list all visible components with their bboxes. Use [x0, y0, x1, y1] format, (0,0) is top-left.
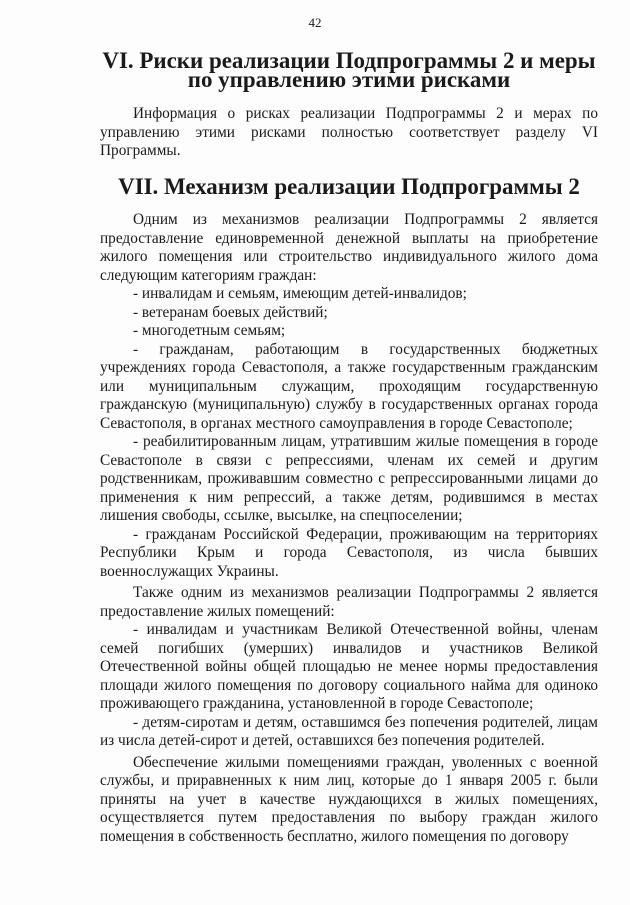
page-number: 42: [308, 15, 322, 30]
section-7-final-paragraph: Обеспечение жилыми помещениями граждан, уволенных с военной службы, и приравненных к ним лиц, которые до 1 января 2005 г. были приняты на учет в качестве нуждающихся в жилых помещениях, осуществляется путем предоставления по выбору граждан жилого помещения в собственность бесплатно, жилого помещения по договору: [100, 753, 598, 845]
section-6-heading-line-2: по управлению этими рисками: [187, 66, 511, 92]
list-item-disabled-families: - инвалидам и семьям, имеющим детей-инвалидов;: [133, 285, 467, 302]
section-6-paragraph: Информация о рисках реализации Подпрограммы 2 и мерах по управлению этими рисками полностью соответствует разделу VI Программы.: [100, 105, 598, 159]
section-7-second-intro-paragraph: Также одним из механизмов реализации Подпрограммы 2 является предоставление жилых помещений:: [100, 584, 598, 620]
list-item-war-veterans: - инвалидам и участникам Великой Отечественной войны, членам семей погибших (умерших) инвалидов и участников Великой Отечественной войны общей площадью не менее нормы предоставления площади жилого помещения по договору социального найма для одиноко проживающего гражданина, установленной в городе Севастополе;: [100, 621, 598, 712]
list-item-orphans: - детям-сиротам и детям, оставшимся без попечения родителей, лицам из числа детей-сирот и детей, оставшихся без попечения родителей.: [100, 713, 598, 749]
list-item-combat-veterans: - ветеранам боевых действий;: [133, 303, 328, 321]
list-item-rehabilitated-persons: - реабилитированным лицам, утратившим жилые помещения в городе Севастополе в связи с репрессиями, членам их семей и другим родственникам, проживавшим совместно с репрессированными лицами до применения к ним репрессий, а также детям, родившимся в местах лишения свободы, ссылке, высылке, на спецпоселении;: [100, 433, 598, 524]
section-6-heading-line-1: VI. Риски реализации Подпрограммы 2 и меры: [102, 48, 596, 73]
list-item-former-servicemen: - гражданам Российской Федерации, проживающим на территориях Республики Крым и города Севастополя, из числа бывших военнослужащих Украины.: [100, 525, 598, 580]
document-body: [100, 48, 598, 846]
list-item-large-families: - многодетным семьям;: [133, 322, 286, 339]
section-6-heading: [100, 48, 598, 92]
list-item-public-servants: - гражданам, работающим в государственных бюджетных учреждениях города Севастополя, а также государственным гражданским или муниципальным служащим, проходящим государственную гражданскую (муниципальную) службу в государственных органах города Севастополя, в органах местного самоуправления в городе Севастополе;: [100, 340, 598, 432]
section-7-intro-paragraph: Одним из механизмов реализации Подпрограммы 2 является предоставление единовременной денежной выплаты на приобретение жилого помещения или строительство индивидуального жилого дома следующим категориям граждан:: [100, 211, 598, 284]
section-7-heading: VII. Механизм реализации Подпрограммы 2: [118, 173, 580, 199]
